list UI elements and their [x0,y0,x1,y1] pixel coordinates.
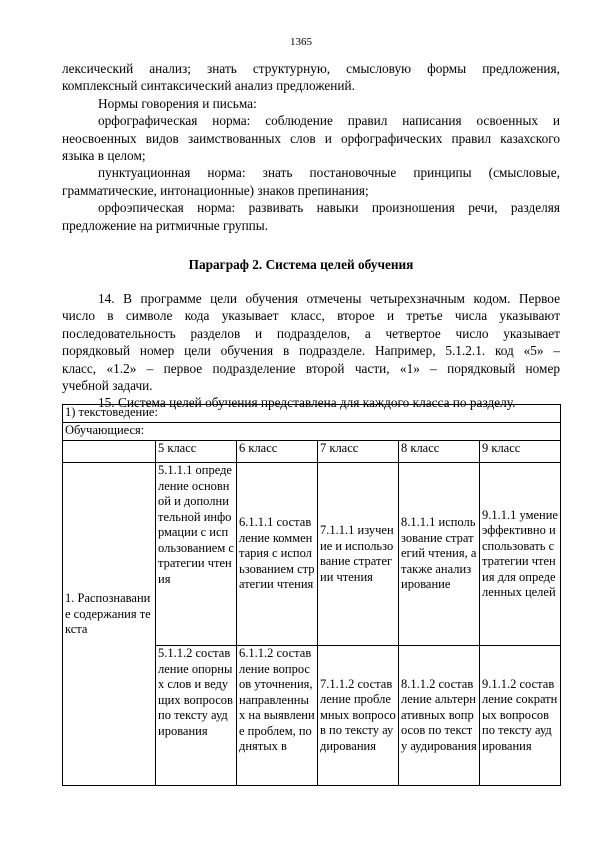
text-line: 14. В программе цели обучения отмечены четырехзначным кодом. Первое [98,291,560,306]
text-line: порядковый номер цели обучения в подразделе. Например, 5.1.2.1. код «5» – [62,343,560,359]
text-line: предложение на ритмичные группы. [62,217,269,233]
grade-header-6: 6 класс [237,441,318,463]
text-line: языка в целом; [62,147,146,163]
section-title: Параграф 2. Система целей обучения [188,257,414,272]
objective-cell: 5.1.1.1 определение основной и дополнительной информации с использованием стратегии чтения [156,463,237,646]
objective-cell: 7.1.1.1 изучение и использование стратегии чтения [318,463,399,646]
objective-cell: 8.1.1.2 составление альтернативных вопросов по тексту аудирования [399,646,480,786]
objective-cell: 6.1.1.2 составление вопросов уточнения, направленных на выявление проблем, поднятых в [237,646,318,786]
objective-cell: 9.1.1.2 составление сократных вопросов по тексту аудирования [480,646,561,786]
text-line: неосвоенных видов заимствованных слов и орфографических правил казахского [62,130,560,146]
objective-cell: 8.1.1.1 использование стратегий чтения, а также анализирование [399,463,480,646]
text-line: пунктуационная норма: знать постановочные принципы (смысловые, [98,165,560,181]
empty-header-cell [63,441,156,463]
text-line: комплексный синтаксический анализ предложений. [62,78,355,94]
objective-cell: 6.1.1.1 составление комментария с использованием стратегии чтения [237,463,318,646]
paragraph-14-15 [62,290,560,412]
grade-header-7: 7 класс [318,441,399,463]
objective-cell: 7.1.1.2 составление проблемных вопросов по тексту аудирования [318,646,399,786]
text-line: орфографическая норма: соблюдение правил написания освоенных и [98,113,560,129]
text-line: лексический анализ; знать структурную, смысловую формы предложения, [62,61,560,76]
text-line: 15. Система целей обучения представлена для каждого класса по разделу. [98,395,516,411]
row-label: 1. Распознавание содержания текста [63,463,156,786]
intro-text [62,60,560,234]
grade-header-5: 5 класс [156,441,237,463]
text-line: грамматические, интонационные) знаков препинания; [62,182,369,198]
objective-cell: 5.1.1.2 составление опорных слов и ведущих вопросов по тексту аудирования [156,646,237,786]
learners-row: Обучающиеся: [63,423,561,441]
text-line: учебной задачи. [62,377,153,393]
text-line: Нормы говорения и письма: [98,95,257,111]
text-line: класс, «1.2» – первое подразделение второй части, «1» – порядковый номер [62,360,560,376]
text-line: число в символе кода указывает класс, второе и третье числа указывают [62,308,560,324]
objective-cell: 9.1.1.1 умение эффективно использовать стратегии чтения для определенных целей [480,463,561,646]
grade-header-9: 9 класс [480,441,561,463]
learning-objectives-table [62,404,561,786]
text-line: последовательность разделов и подразделов, а четвертое число указывает [62,325,560,341]
page-number: 1365 [290,36,312,48]
text-line: орфоэпическая норма: развивать навыки произношения речи, разделяя [98,200,560,216]
grade-header-8: 8 класс [399,441,480,463]
section-row: 1) текстоведение: [63,405,561,423]
